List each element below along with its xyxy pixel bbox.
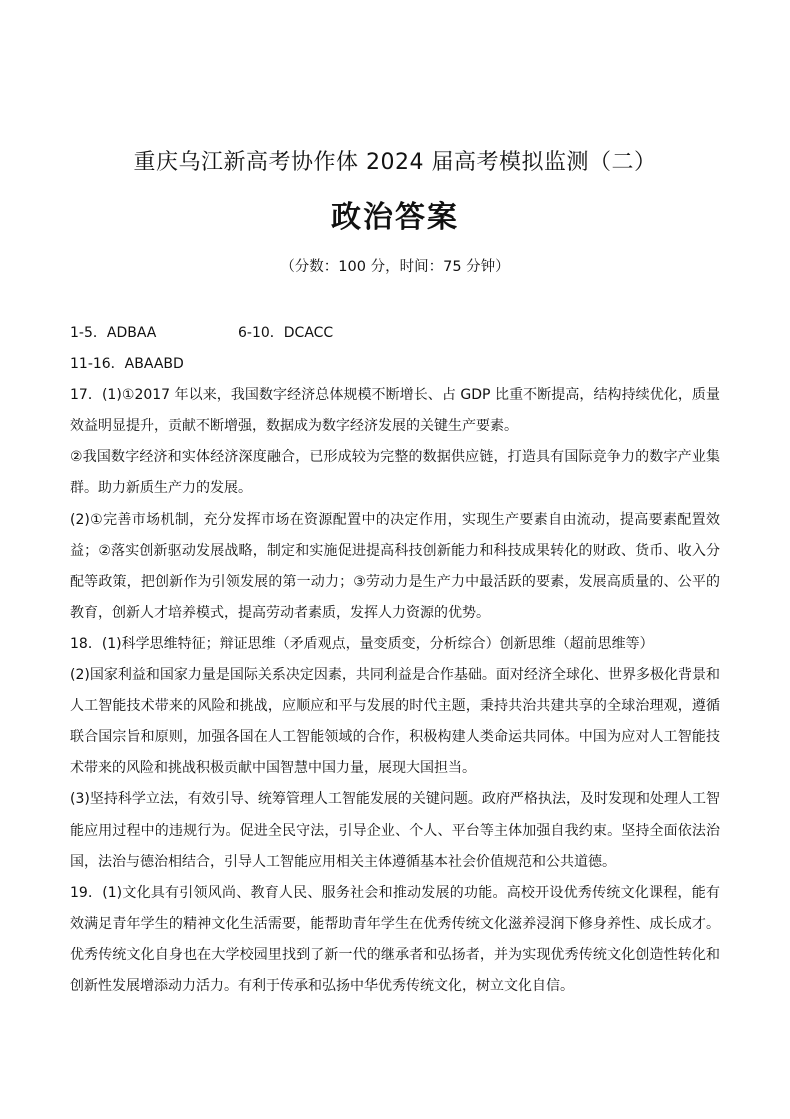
answer-18-2: (2)国家利益和国家力量是国际关系决定因素，共同利益是合作基础。面对经济全球化、世界多极化背景和人工智能技术带来的风险和挑战，应顺应和平与发展的时代主题，秉持共治共建共享的全球治理观，遵循联合国宗旨和原则，加强各国在人工智能领域的合作，积极构建人类命运共同体。中国为应对人工智能技术带来的风险和挑战积极贡献中国智慧中国力量，展现大国担当。 — [70, 667, 720, 777]
answer-17-1-point2: ②我国数字经济和实体经济深度融合，已形成较为完整的数据供应链，打造具有国际竞争力的数字产业集群。助力新质生产力的发展。 — [70, 449, 720, 497]
page-title: 重庆乌江新高考协作体 2024 届高考模拟监测（二） — [133, 150, 657, 175]
answer-17-2: (2)①完善市场机制，充分发挥市场在资源配置中的决定作用，实现生产要素自由流动，提高要素配置效益；②落实创新驱动发展战略，制定和实施促进提高科技创新能力和科技成果转化的财政、货币、收入分配等政策，把创新作为引领发展的第一动力；③劳动力是生产力中最活跃的要素，发展高质量的、公平的教育，创新人才培养模式，提高劳动者素质，发挥人力资源的优势。 — [70, 511, 720, 621]
answer-18-1: 18．(1)科学思维特征；辩证思维（矛盾观点，量变质变，分析综合）创新思维（超前思维等） — [70, 635, 654, 652]
mc-answers-6-10: 6-10．DCACC — [238, 325, 334, 341]
answer-18-3: (3)坚持科学立法，有效引导、统筹管理人工智能发展的关键问题。政府严格执法，及时发现和处理人工智能应用过程中的违规行为。促进全民守法，引导企业、个人、平台等主体加强自我约束。坚持全面依法治国，法治与德治相结合，引导人工智能应用相关主体遵循基本社会价值规范和公共道德。 — [70, 791, 720, 870]
mc-answers-11-16: 11-16．ABAABD — [70, 356, 184, 373]
answer-19-1: 19．(1)文化具有引领风尚、教育人民、服务社会和推动发展的功能。高校开设优秀传统文化课程，能有效满足青年学生的精神文化生活需要，能帮助青年学生在优秀传统文化滋养浸润下修身养性、成长成才。优秀传统文化自身也在大学校园里找到了新一代的继承者和弘扬者，并为实现优秀传统文化创造性转化和创新性发展增添动力活力。有利于传承和弘扬中华优秀传统文化，树立文化自信。 — [70, 884, 720, 994]
answer-17-1: 17．(1)①2017 年以来，我国数字经济总体规模不断增长、占 GDP 比重不断提高，结构持续优化，质量效益明显提升，贡献不断增强，数据成为数字经济发展的关键生产要素。 — [70, 387, 720, 435]
answer-body — [70, 318, 720, 1002]
page-subtitle: 政治答案 — [331, 200, 459, 235]
mc-row-1 — [70, 318, 720, 349]
exam-meta: （分数：100 分，时间：75 分钟） — [280, 259, 510, 275]
mc-answers-1-5: 1-5．ADBAA — [70, 325, 157, 341]
